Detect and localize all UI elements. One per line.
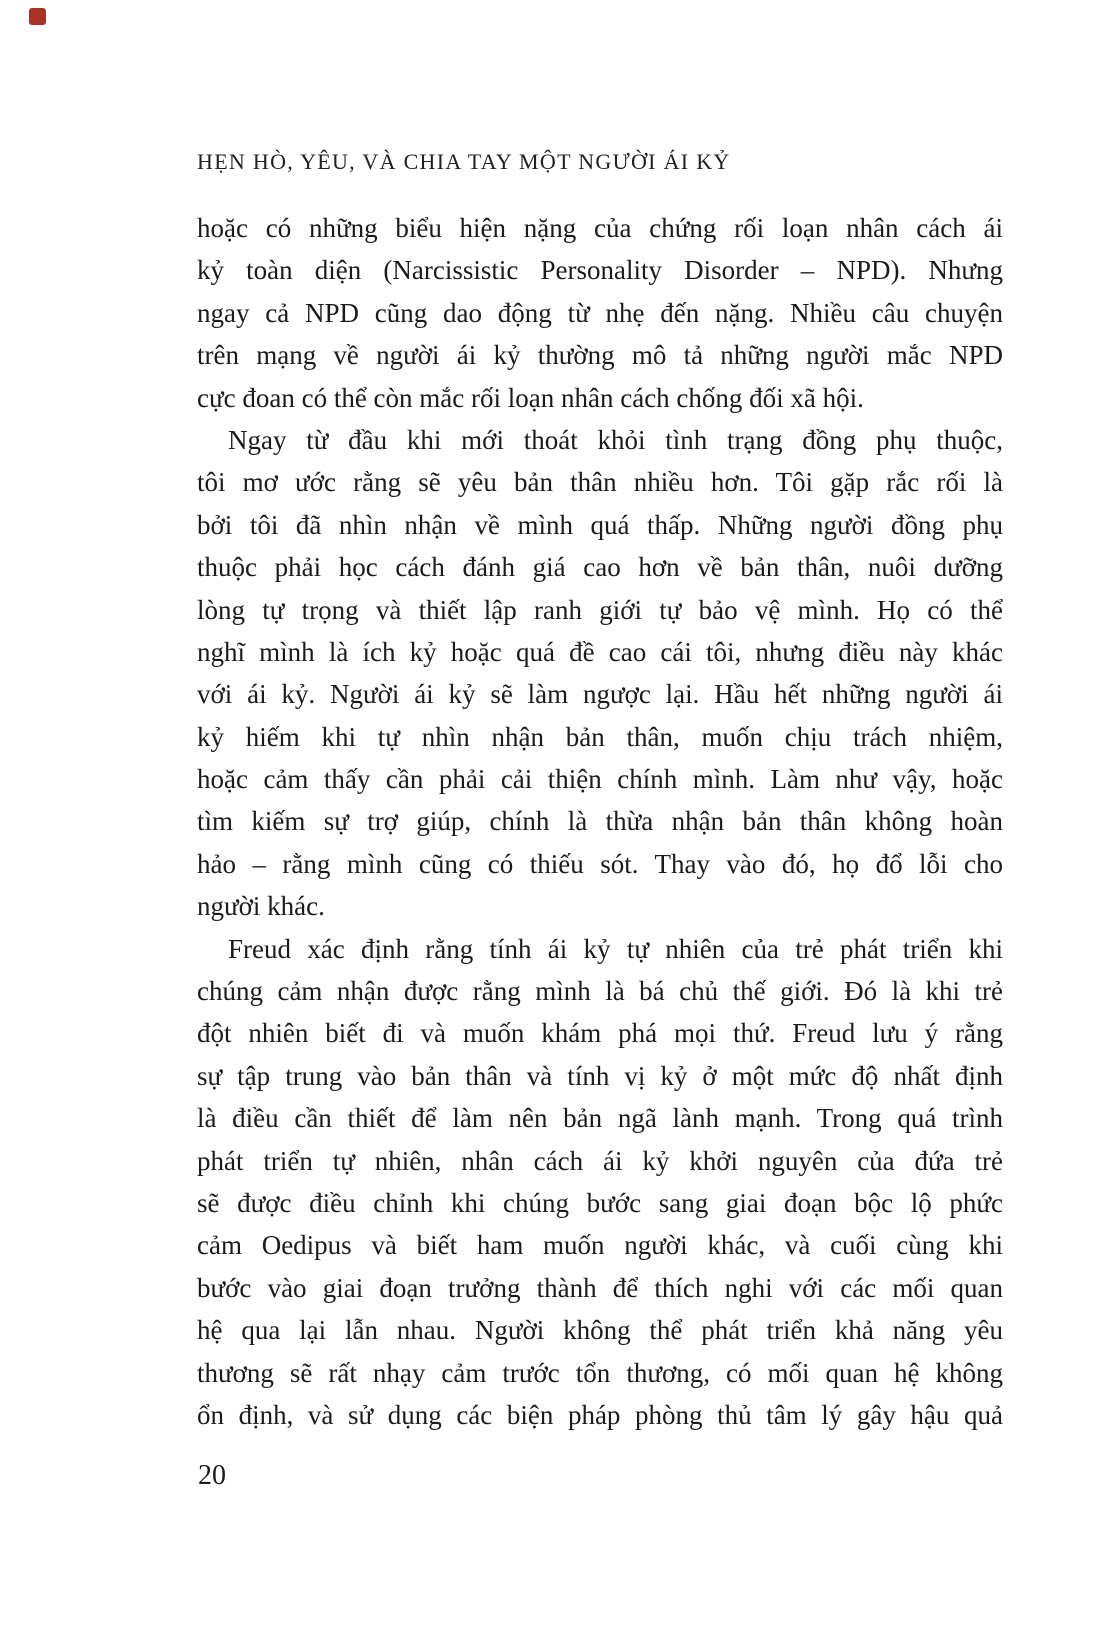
text-line: ổn định, và sử dụng các biện pháp phòng thủ tâm lý gây hậu quả bbox=[197, 1399, 1003, 1430]
running-header: HẸN HÒ, YÊU, VÀ CHIA TAY MỘT NGƯỜI ÁI KỶ bbox=[197, 149, 731, 174]
text-line: hoặc có những biểu hiện nặng của chứng rối loạn nhân cách ái bbox=[197, 213, 1003, 243]
text-line: hảo – rằng mình cũng có thiếu sót. Thay vào đó, họ đổ lỗi cho bbox=[197, 848, 1003, 879]
text-line: trên mạng về người ái kỷ thường mô tả những người mắc NPD bbox=[197, 340, 1003, 371]
text-line: hoặc cảm thấy cần phải cải thiện chính mình. Làm như vậy, hoặc bbox=[197, 764, 1003, 795]
text-line: thuộc phải học cách đánh giá cao hơn về bản thân, nuôi dưỡng bbox=[197, 552, 1003, 583]
text-line: lòng tự trọng và thiết lập ranh giới tự bảo vệ mình. Họ có thể bbox=[197, 594, 1003, 625]
text-line: thương sẽ rất nhạy cảm trước tổn thương, có mối quan hệ không bbox=[197, 1357, 1003, 1388]
text-line: là điều cần thiết để làm nên bản ngã lành mạnh. Trong quá trình bbox=[197, 1103, 1003, 1134]
text-line: hệ qua lại lẫn nhau. Người không thể phát triển khả năng yêu bbox=[197, 1315, 1003, 1346]
text-line: sẽ được điều chỉnh khi chúng bước sang giai đoạn bộc lộ phức bbox=[197, 1187, 1003, 1218]
text-line: cảm Oedipus và biết ham muốn người khác, và cuối cùng khi bbox=[197, 1230, 1003, 1261]
text-line: kỷ toàn diện (Narcissistic Personality Disorder – NPD). Nhưng bbox=[197, 255, 1003, 286]
text-line: tìm kiếm sự trợ giúp, chính là thừa nhận bản thân không hoàn bbox=[197, 806, 1003, 837]
text-line: đột nhiên biết đi và muốn khám phá mọi thứ. Freud lưu ý rằng bbox=[197, 1018, 1003, 1049]
text-line: Freud xác định rằng tính ái kỷ tự nhiên của trẻ phát triển khi bbox=[228, 933, 1003, 964]
text-line: sự tập trung vào bản thân và tính vị kỷ ở một mức độ nhất định bbox=[197, 1060, 1003, 1091]
text-line: với ái kỷ. Người ái kỷ sẽ làm ngược lại. Hầu hết những người ái bbox=[197, 679, 1003, 710]
bookmark-icon bbox=[29, 8, 46, 25]
text-line: bởi tôi đã nhìn nhận về mình quá thấp. Những người đồng phụ bbox=[197, 509, 1003, 540]
body-text bbox=[197, 207, 1003, 1436]
page-number: 20 bbox=[198, 1460, 226, 1491]
text-line: ngay cả NPD cũng dao động từ nhẹ đến nặng. Nhiều câu chuyện bbox=[197, 297, 1003, 328]
text-line: bước vào giai đoạn trưởng thành để thích nghi với các mối quan bbox=[197, 1272, 1003, 1303]
text-line: nghĩ mình là ích kỷ hoặc quá đề cao cái tôi, nhưng điều này khác bbox=[197, 636, 1003, 667]
text-line: chúng cảm nhận được rằng mình là bá chủ thế giới. Đó là khi trẻ bbox=[197, 976, 1003, 1007]
text-line: phát triển tự nhiên, nhân cách ái kỷ khởi nguyên của đứa trẻ bbox=[197, 1145, 1003, 1176]
text-line: cực đoan có thể còn mắc rối loạn nhân cách chống đối xã hội. bbox=[197, 382, 864, 413]
text-line: tôi mơ ước rằng sẽ yêu bản thân nhiều hơn. Tôi gặp rắc rối là bbox=[197, 467, 1003, 498]
text-line: kỷ hiếm khi tự nhìn nhận bản thân, muốn chịu trách nhiệm, bbox=[197, 721, 1003, 752]
text-line: người khác. bbox=[197, 891, 325, 922]
text-line: Ngay từ đầu khi mới thoát khỏi tình trạng đồng phụ thuộc, bbox=[228, 424, 1003, 455]
